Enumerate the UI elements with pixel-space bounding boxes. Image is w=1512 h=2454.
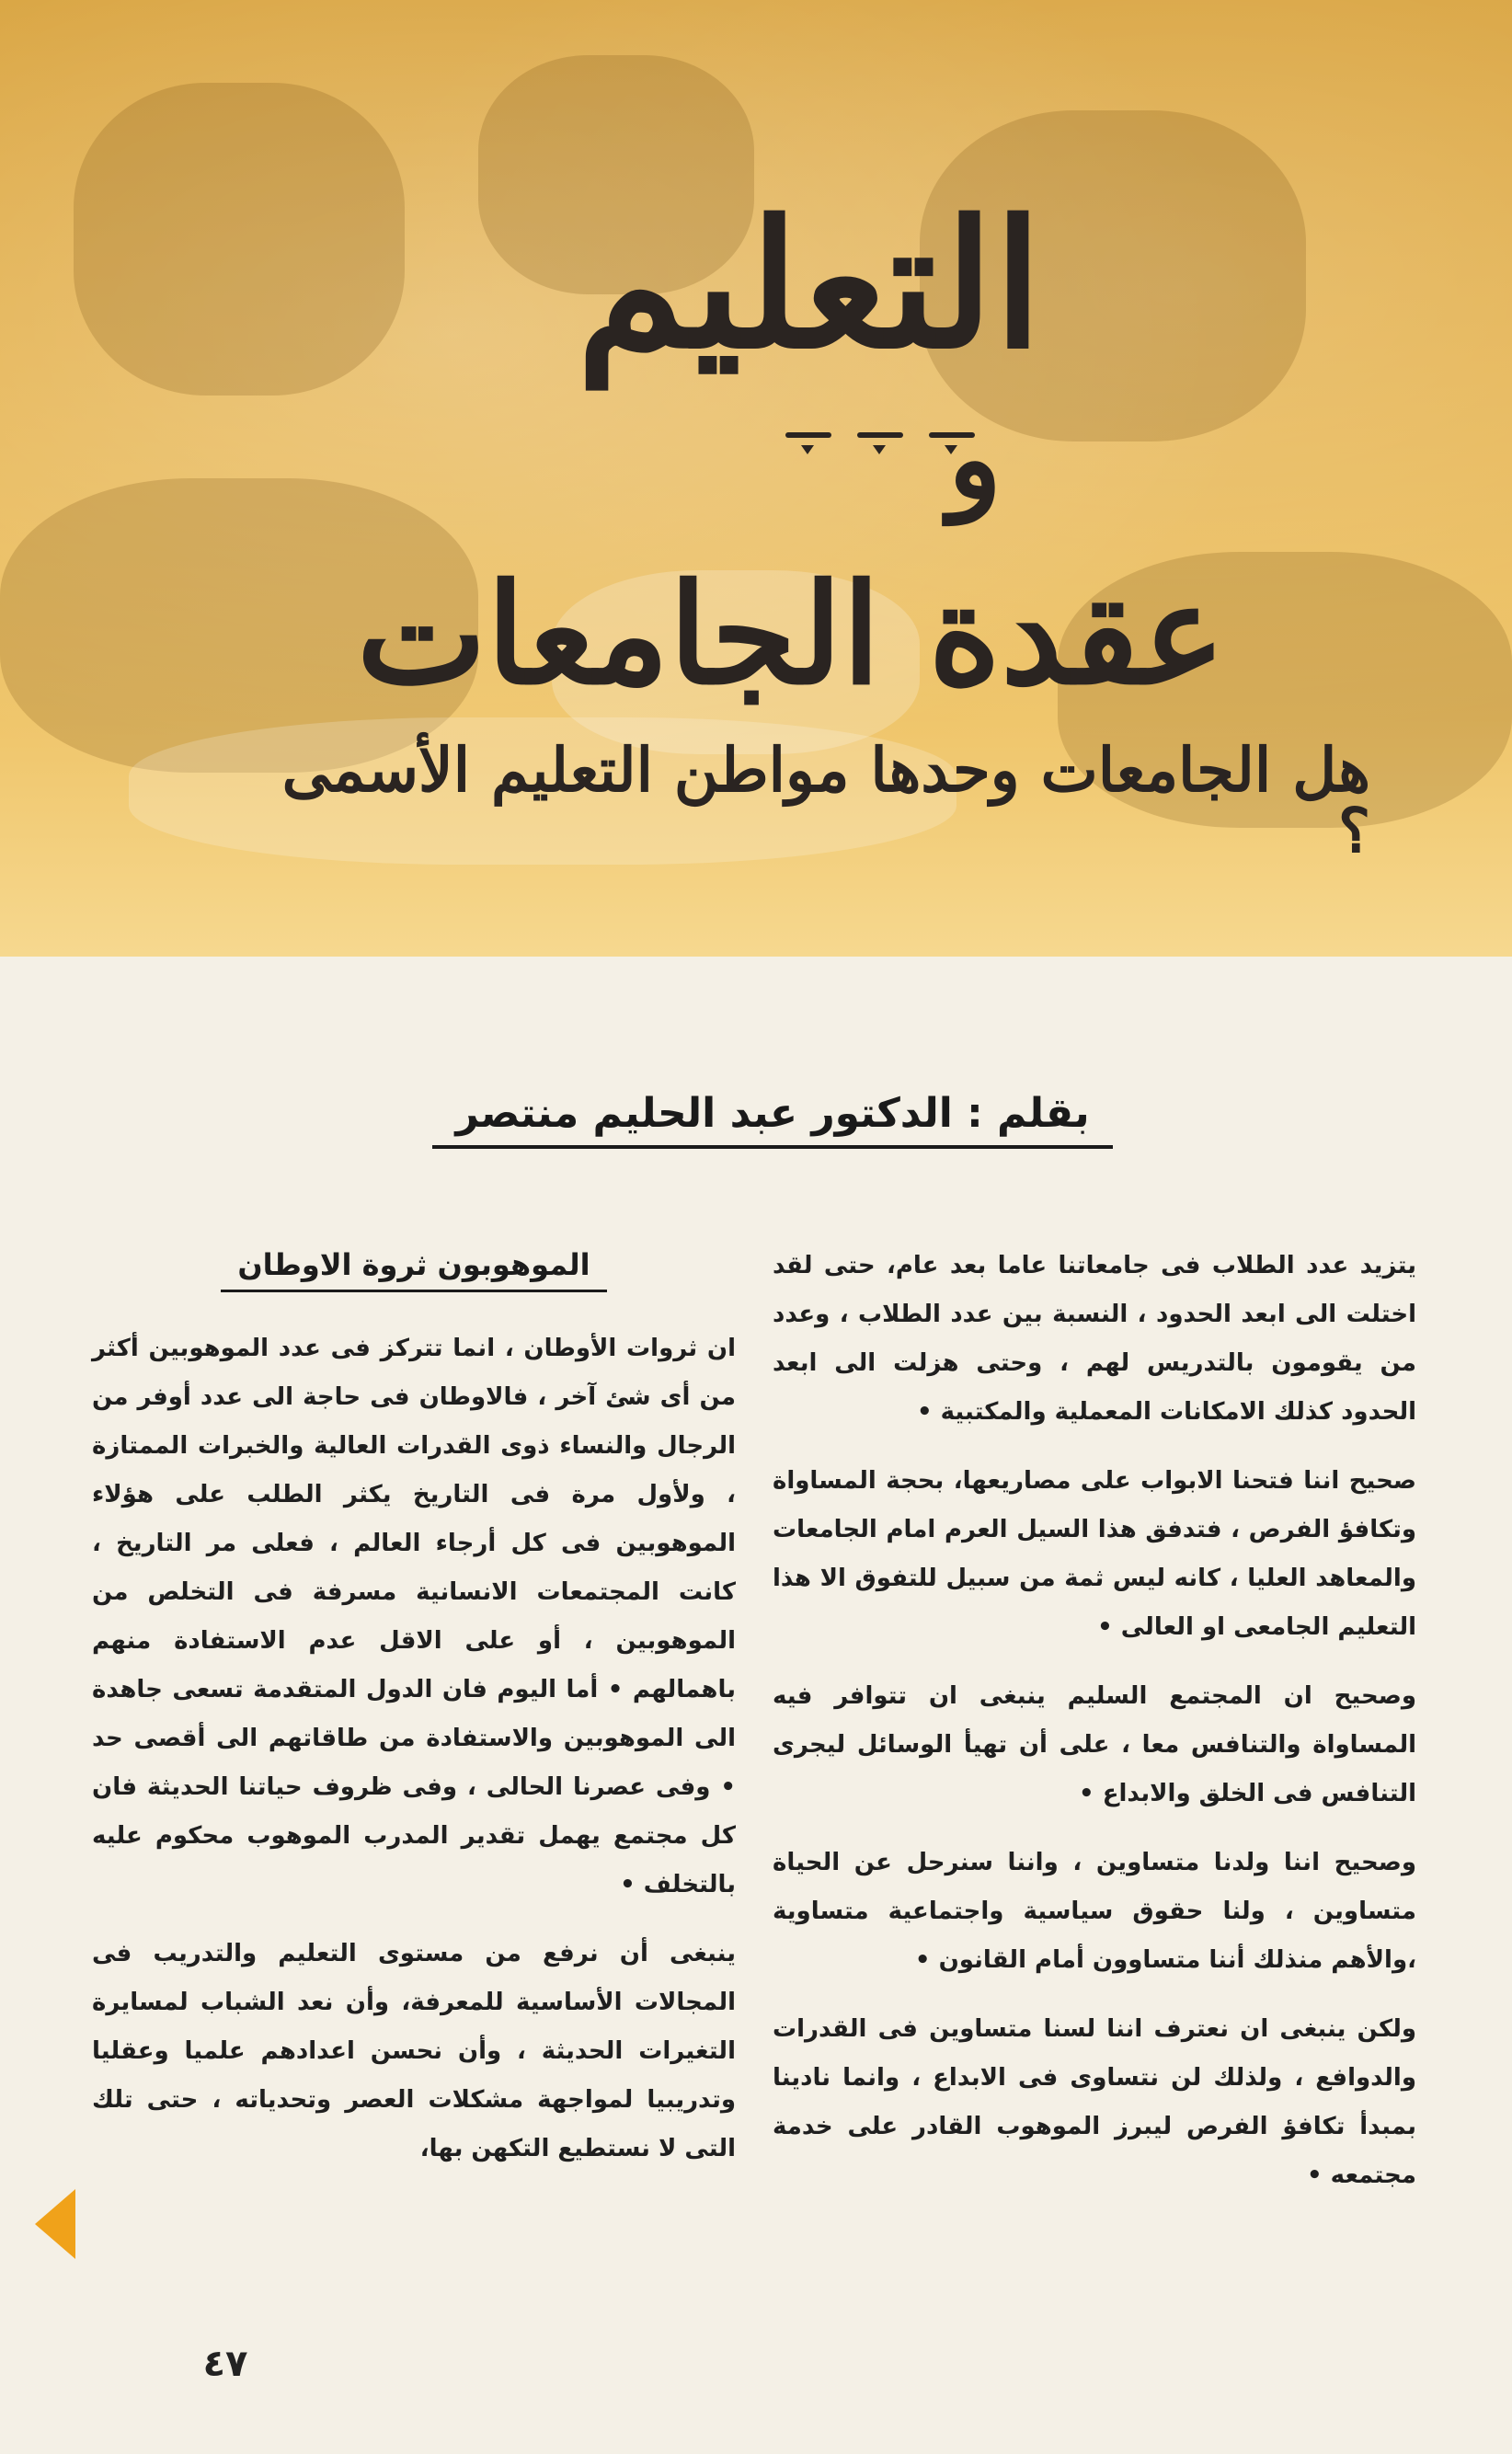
header-photo-banner	[0, 0, 1512, 957]
right-column	[773, 1242, 1416, 2220]
article-subtitle: هل الجامعات وحدها مواطن التعليم الأسمى ؟	[281, 734, 1370, 866]
title-dot	[785, 432, 831, 438]
left-column	[92, 1324, 736, 2194]
photo-shade	[74, 83, 405, 396]
paragraph: ينبغى أن نرفع من مستوى التعليم والتدريب فى المجالات الأساسية للمعرفة، وأن نعد الشباب لمسايرة التغيرات الحديثة ، وأن نحسن اعدادهم علميا وعقليا وتدريبيا لمواجهة مشكلات العصر وتحدياته ، حتى تلك التى لا نستطيع التكهن بها،	[92, 1940, 736, 2162]
paragraph: يتزيد عدد الطلاب فى جامعاتنا عاما بعد عام، حتى لقد اختلت الى ابعد الحدود ، النسبة بين عدد الطلاب ، وعدد من يقومون بالتدريس لهم ، وحتى هزلت الى ابعد الحدود كذلك الامكانات المعملية والمكتبية •	[773, 1252, 1416, 1426]
author-byline: بقلم : الدكتور عبد الحليم منتصر	[432, 1081, 1113, 1149]
paragraph: صحيح اننا فتحنا الابواب على مصاريعها، بحجة المساواة وتكافؤ الفرص ، فتدفق هذا السيل العرم امام الجامعات والمعاهد العليا ، كانه ليس ثمة من سبيل للتفوق الا هذا التعليم الجامعى او العالى •	[773, 1467, 1416, 1641]
paragraph: وصحيح اننا ولدنا متساوين ، واننا سنرحل عن الحياة متساوين ، ولنا حقوق سياسية واجتماعية متساوية ،والأهم منذلك أننا متساوون أمام القانون •	[773, 1849, 1416, 1974]
continue-arrow-icon	[35, 2189, 75, 2259]
paragraph: ان ثروات الأوطان ، انما تتركز فى عدد الموهوبين أكثر من أى شئ آخر ، فالاوطان فى حاجة الى عدد أوفر من الرجال والنساء ذوى القدرات العالية والخبرات الممتازة ، ولأول مرة فى التاريخ يكثر الطلب على هؤلاء الموهوبين فى كل أرجاء العالم ، فعلى مر التاريخ ، كانت المجتمعات الانسانية مسرفة فى التخلص من الموهوبين ، أو على الاقل عدم الاستفادة منهم باهمالهم • أما اليوم فان الدول المتقدمة تسعى جاهدة الى الموهوبين والاستفادة من طاقاتهم الى أقصى حد • وفى عصرنا الحالى ، وفى ظروف حياتنا الحديثة فان كل مجتمع يهمل تقدير المدرب الموهوب محكوم عليه بالتخلف •	[92, 1335, 736, 1898]
paragraph: ولكن ينبغى ان نعترف اننا لسنا متساوين فى القدرات والدوافع ، ولذلك لن نتساوى فى الابداع ، وانما نادينا بمبدأ تكافؤ الفرص ليبرز الموهوب القادر على خدمة مجتمعه •	[773, 2015, 1416, 2189]
title-dot	[857, 432, 903, 438]
article-title-conjunction: و	[948, 395, 1002, 524]
paragraph: وصحيح ان المجتمع السليم ينبغى ان تتوافر فيه المساواة والتنافس معا ، على أن تهيأ الوسائل ليجرى التنافس فى الخلق والابداع •	[773, 1682, 1416, 1807]
article-title-line2: عقدة الجامعات	[356, 554, 1226, 716]
section-heading: الموهوبون ثروة الاوطان	[221, 1240, 607, 1292]
article-title-line1: التعليم	[576, 182, 1043, 387]
page-number: ٤٧	[202, 2343, 248, 2385]
